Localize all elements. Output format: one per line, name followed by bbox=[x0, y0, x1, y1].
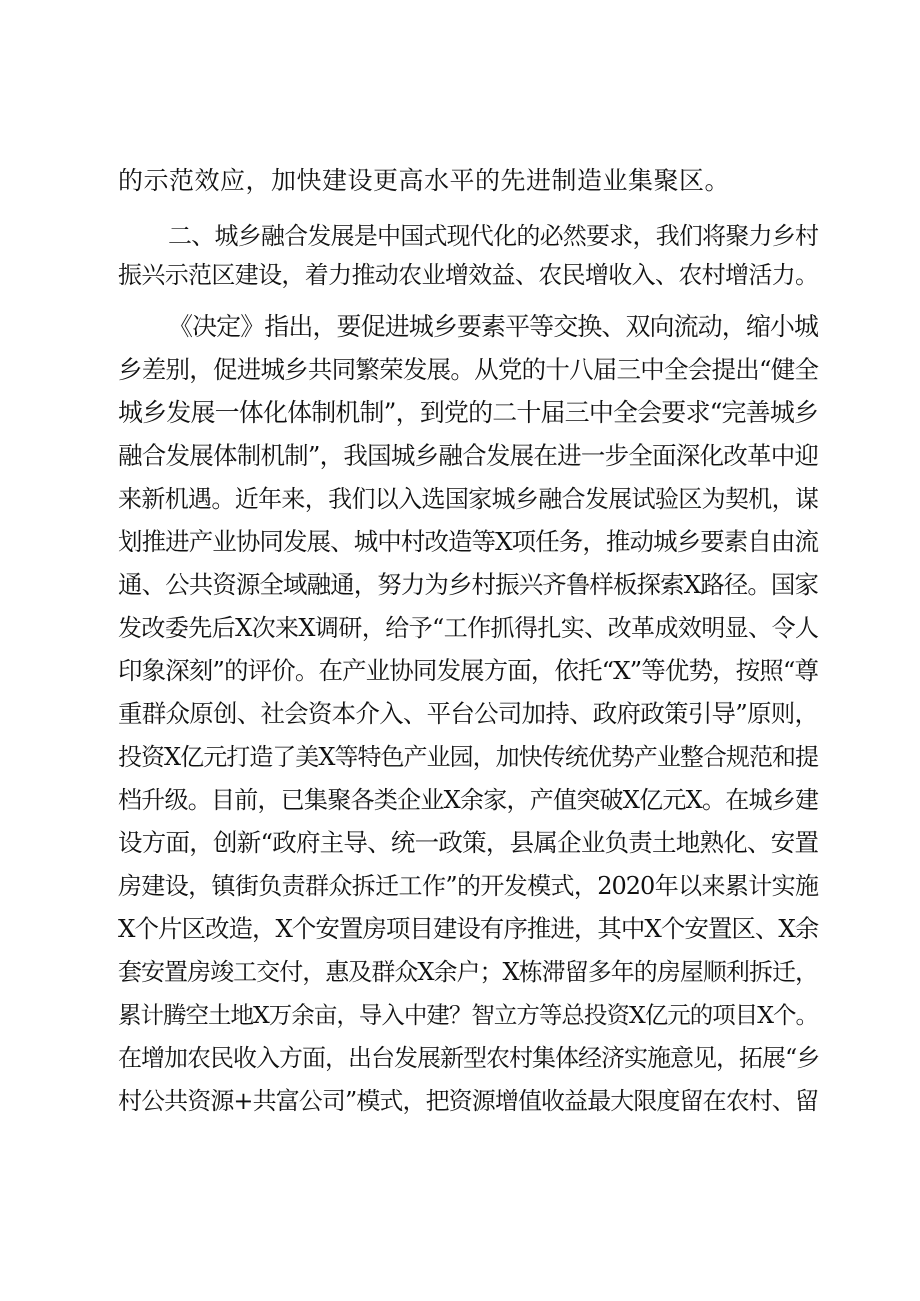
paragraph-line: 投资X亿元打造了美X等特色产业园，加快传统优势产业整合规范和提 bbox=[118, 743, 818, 771]
paragraph-line: 通、公共资源全域融通，努力为乡村振兴齐鲁样板探索X路径。国家 bbox=[118, 570, 818, 599]
paragraph-line: 融合发展体制机制”，我国城乡融合发展在进一步全面深化改革中迎 bbox=[118, 441, 818, 470]
paragraph-line: 的示范效应，加快建设更高水平的先进制造业集聚区。 bbox=[118, 166, 731, 195]
paragraph-line: 来新机遇。近年来，我们以入选国家城乡融合发展试验区为契机，谋 bbox=[118, 485, 818, 513]
paragraph-line: 累计腾空土地X万余亩，导入中建？智立方等总投资X亿元的项目X个。 bbox=[118, 1001, 818, 1029]
section-heading-line: 振兴示范区建设，着力推动农业增效益、农民增收入、农村增活力。 bbox=[118, 261, 818, 289]
paragraph-line: 城乡发展一体化体制机制”，到党的二十届三中全会要求“完善城乡 bbox=[118, 398, 818, 427]
paragraph-line: 房建设，镇街负责群众拆迁工作”的开发模式，2020年以来累计实施 bbox=[118, 872, 818, 900]
paragraph-line: 划推进产业协同发展、城中村改造等X项任务，推动城乡要素自由流 bbox=[118, 527, 818, 556]
paragraph-line: X个片区改造，X个安置房项目建设有序推进，其中X个安置区、X余 bbox=[118, 914, 819, 943]
paragraph-line: 印象深刻”的评价。在产业协同发展方面，依托“X”等优势，按照“尊 bbox=[118, 656, 818, 685]
paragraph-line: 在增加农民收入方面，出台发展新型农村集体经济实施意见，拓展“乡 bbox=[118, 1044, 820, 1072]
section-heading-line: 二、城乡融合发展是中国式现代化的必然要求，我们将聚力乡村 bbox=[168, 222, 818, 250]
paragraph-line: 乡差别，促进城乡共同繁荣发展。从党的十八届三中全会提出“健全 bbox=[118, 355, 818, 384]
paragraph-line: 档升级。目前，已集聚各类企业X余家，产值突破X亿元X。在城乡建 bbox=[118, 786, 818, 814]
paragraph-line: 《决定》指出，要促进城乡要素平等交换、双向流动，缩小城 bbox=[168, 312, 818, 341]
paragraph-line: 套安置房竣工交付，惠及群众X余户；X栋滞留多年的房屋顺利拆迁， bbox=[118, 958, 818, 986]
paragraph-line: 村公共资源+共富公司”模式，把资源增值收益最大限度留在农村、留 bbox=[118, 1087, 818, 1115]
paragraph-line: 重群众原创、社会资本介入、平台公司加持、政府政策引导”原则， bbox=[118, 699, 818, 728]
paragraph-line: 设方面，创新“政府主导、统一政策，县属企业负责土地熟化、安置 bbox=[118, 828, 818, 857]
paragraph-line: 发改委先后X次来X调研，给予“工作抓得扎实、改革成效明显、令人 bbox=[118, 614, 818, 642]
